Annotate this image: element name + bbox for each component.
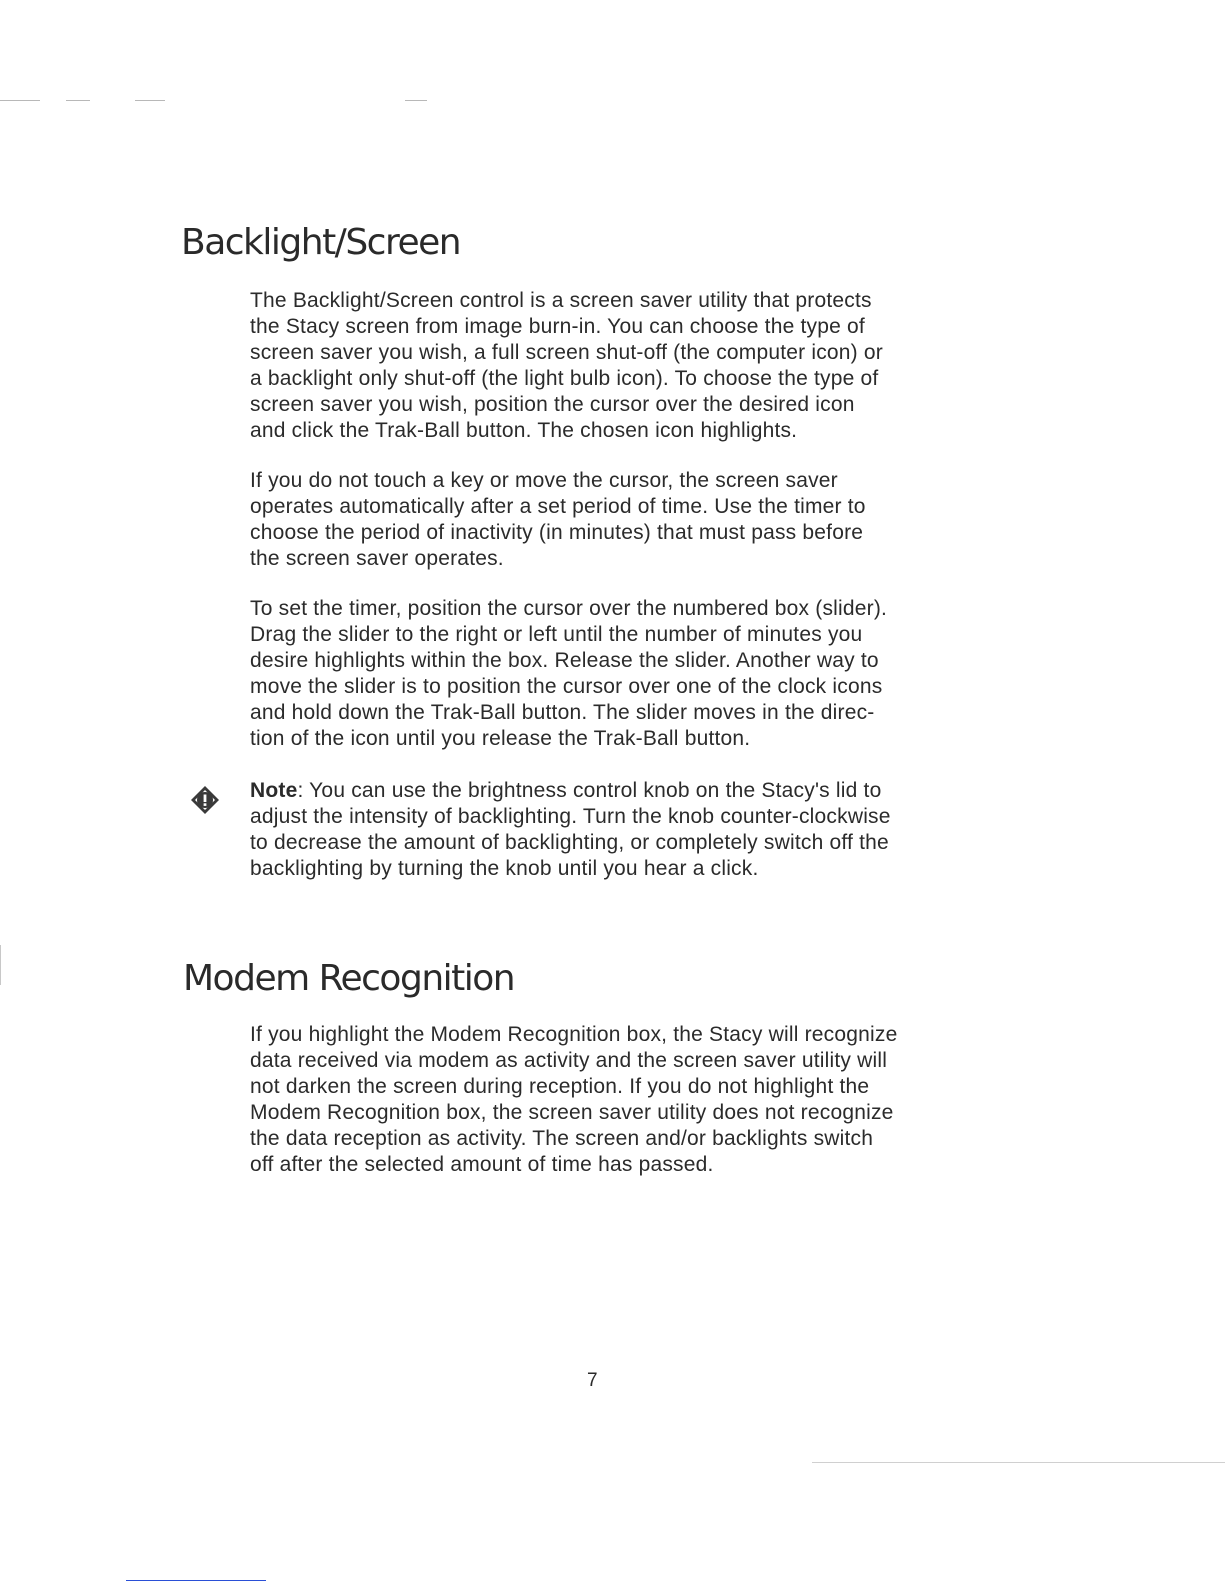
text-line: a backlight only shut-off (the light bulb icon). To choose the type of [250,367,879,390]
text-line: If you do not touch a key or move the cursor, the screen saver [250,469,838,492]
scan-mark [126,1580,266,1581]
page-number: 7 [587,1370,598,1391]
paragraph-auto-operation [250,468,1050,572]
text-line: off after the selected amount of time has passed. [250,1153,714,1176]
section-heading-backlight-screen: Backlight/Screen [181,222,461,263]
text-line: the screen saver operates. [250,547,504,570]
scan-mark [0,945,1,985]
paragraph-modem-recognition [250,1022,1050,1178]
text-line: Drag the slider to the right or left until the number of minutes you [250,623,863,646]
note-label: Note [250,779,298,802]
text-line: Modem Recognition box, the screen saver utility does not recognize [250,1101,894,1124]
text-line: to decrease the amount of backlighting, or completely switch off the [250,831,889,854]
scan-mark [0,100,40,101]
warning-diamond-icon [190,785,220,815]
note-paragraph [250,778,1050,882]
text-line: and click the Trak-Ball button. The chosen icon highlights. [250,419,798,442]
text-line: If you highlight the Modem Recognition box, the Stacy will recognize [250,1023,898,1046]
scan-mark [135,100,165,101]
text-line: The Backlight/Screen control is a screen saver utility that protects [250,289,872,312]
text-line [250,778,1050,804]
text-line: and hold down the Trak-Ball button. The slider moves in the direc- [250,701,875,724]
paragraph-intro [250,288,1050,444]
scan-mark [66,100,90,101]
scan-mark [812,1462,1225,1463]
text-line: choose the period of inactivity (in minutes) that must pass before [250,521,864,544]
text-line: screen saver you wish, a full screen shut-off (the computer icon) or [250,341,883,364]
text-line: the Stacy screen from image burn-in. You can choose the type of [250,315,865,338]
text-line: backlighting by turning the knob until you hear a click. [250,857,759,880]
text-line: adjust the intensity of backlighting. Turn the knob counter-clockwise [250,805,891,828]
text-line: move the slider is to position the cursor over one of the clock icons [250,675,883,698]
scan-mark [405,100,427,101]
text-line: not darken the screen during reception. If you do not highlight the [250,1075,870,1098]
section-heading-modem-recognition: Modem Recognition [183,958,515,999]
note-first-line: : You can use the brightness control knob on the Stacy's lid to [297,779,882,802]
text-line: desire highlights within the box. Release the slider. Another way to [250,649,879,672]
text-line: operates automatically after a set period of time. Use the timer to [250,495,866,518]
text-line: tion of the icon until you release the Trak-Ball button. [250,727,751,750]
text-line: data received via modem as activity and the screen saver utility will [250,1049,888,1072]
paragraph-set-timer [250,596,1050,752]
text-line: screen saver you wish, position the cursor over the desired icon [250,393,855,416]
text-line: To set the timer, position the cursor over the numbered box (slider). [250,597,888,620]
text-line: the data reception as activity. The screen and/or backlights switch [250,1127,874,1150]
